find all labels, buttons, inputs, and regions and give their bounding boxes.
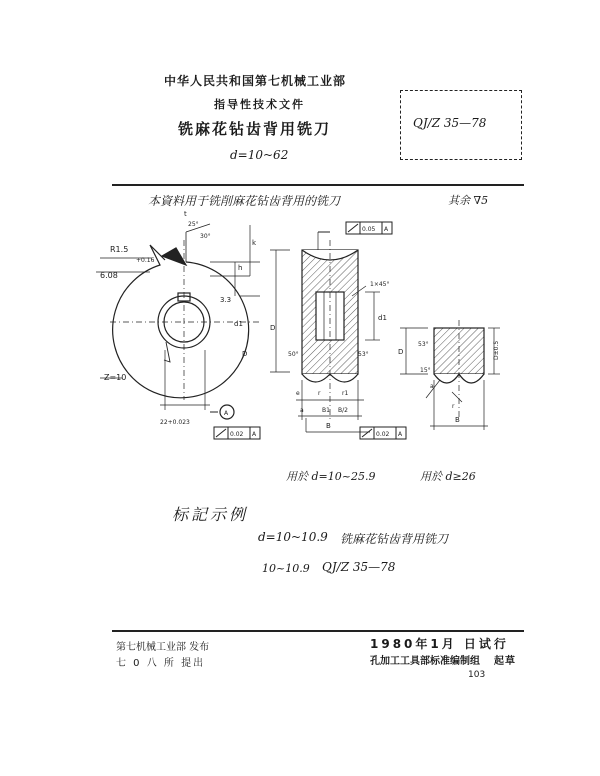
diameter-range: d=10~62 <box>230 148 289 162</box>
marking-heading: 标記示例 <box>172 505 249 524</box>
label-b-mid: B <box>326 422 331 430</box>
ministry-title: 中华人民共和国第七机械工业部 <box>164 74 347 88</box>
label-angle-25: 25° <box>188 221 199 228</box>
page-number: 103 <box>468 670 486 680</box>
label-dp05: D±0.5 <box>493 340 500 360</box>
label-d1-left: d1 <box>234 320 243 328</box>
scope-note: 本資料用于铣削麻花钻齿背用的铣刀 <box>148 194 341 208</box>
label-d-mid: D <box>270 324 276 332</box>
label-d1-mid: d1 <box>378 314 387 322</box>
tol-midbottom-value: 0.02 <box>376 431 390 438</box>
label-r: r <box>318 390 321 397</box>
tol-left-value: 0.02 <box>230 431 244 438</box>
marking-tool-name: 铣麻花钻齿背用铣刀 <box>340 532 449 546</box>
tol-midtop-value: 0.05 <box>362 226 376 233</box>
label-k: k <box>252 239 257 247</box>
footer-draft-label: 起草 <box>494 656 516 667</box>
standard-code: QJ/Z 35—78 <box>413 116 487 130</box>
surface-finish-note: 其余 ∇5 <box>448 194 489 207</box>
footer-divider <box>112 630 524 632</box>
caption-right: 用於 d≥26 <box>420 470 476 483</box>
right-section-view <box>400 320 500 430</box>
label-t: t <box>184 210 187 218</box>
label-r15: R1.5 <box>110 245 129 254</box>
label-teeth: Z=10 <box>104 373 127 382</box>
label-angle-15: 15° <box>420 367 431 374</box>
footer-drafter: 孔加工工具部标准编制组 <box>370 656 480 667</box>
footer-date: 1980年1月 日试行 <box>370 637 509 651</box>
label-angle-30: 30° <box>200 233 211 240</box>
label-chamfer: 1×45° <box>370 281 390 288</box>
tol-midbottom-datum: A <box>398 431 403 438</box>
cutter-outline <box>113 245 249 398</box>
footer-issuer: 第七机械工业部 发布 <box>116 642 210 653</box>
label-keyway: 22+0.023 <box>160 419 190 426</box>
label-a: a <box>300 407 304 414</box>
caption-left: 用於 d=10~25.9 <box>286 470 376 483</box>
label-b1: B1 <box>322 407 330 414</box>
label-tol-016: +0.16 <box>136 257 155 264</box>
label-angle-50: 50° <box>288 351 299 358</box>
label-608: 6.08 <box>100 271 118 280</box>
label-r1: r1 <box>342 390 349 397</box>
label-angle-53: 53° <box>358 351 369 358</box>
label-b-right: B <box>455 416 460 424</box>
doc-type: 指导性技术文件 <box>214 98 305 111</box>
label-a-right: a <box>430 383 434 390</box>
footer-proposer: 七 0 八 所 提出 <box>116 658 206 669</box>
label-d-right: D <box>398 348 404 356</box>
tol-midtop-datum: A <box>384 226 389 233</box>
label-datum-a: A <box>224 410 229 417</box>
label-33: 3.3 <box>220 296 232 304</box>
label-h: h <box>238 264 243 272</box>
tooth-profile <box>162 248 186 265</box>
document-title: 铣麻花钻齿背用铣刀 <box>178 120 332 138</box>
marking-standard: QJ/Z 35—78 <box>322 560 396 574</box>
tol-left-datum: A <box>252 431 257 438</box>
label-b2: B/2 <box>338 407 348 414</box>
label-r-right: r <box>452 403 455 410</box>
label-d-left: D <box>242 350 248 358</box>
label-angle-53-right: 53° <box>418 341 429 348</box>
label-e: e <box>296 390 300 397</box>
section-view <box>270 232 380 432</box>
marking-range: 10~10.9 <box>262 562 310 575</box>
marking-d-range: d=10~10.9 <box>258 530 328 544</box>
